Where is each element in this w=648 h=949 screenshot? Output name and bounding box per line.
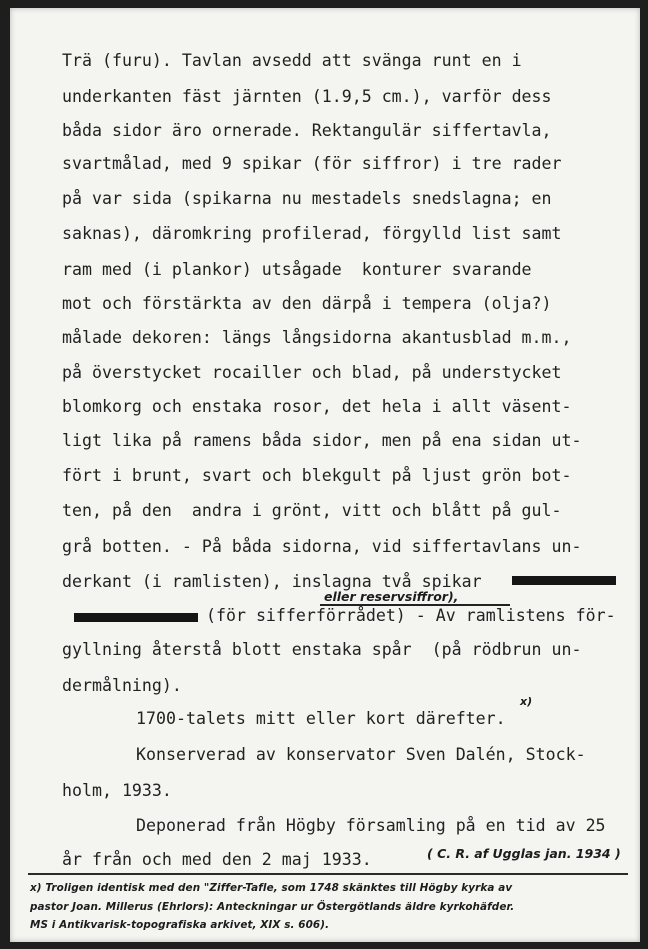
footnote-divider: [28, 873, 628, 875]
text-line: på var sida (spikarna nu mestadels snedslagna; en: [62, 189, 552, 208]
text-line: år från och med den 2 maj 1933.: [62, 850, 372, 869]
text-line: ram med (i plankor) utsågade konturer svarande: [62, 260, 532, 279]
footnote-line: x) Troligen identisk med den "Ziffer-Tafle, som 1748 skänktes till Högby kyrka av: [30, 882, 513, 894]
text-line: ten, på den andra i grönt, vitt och blått på gul-: [62, 501, 562, 520]
handwritten-signature: ( C. R. af Ugglas jan. 1934 ): [427, 846, 621, 861]
text-line: båda sidor äro ornerade. Rektangulär siffertavla,: [62, 121, 552, 140]
text-line: Deponerad från Högby församling på en tid av 25: [136, 816, 606, 835]
footnote-line: pastor Joan. Millerus (Ehrlors): Anteckningar ur Östergötlands äldre kyrkohäfder.: [30, 901, 515, 913]
text-line: målade dekoren: längs långsidorna akantusblad m.m.,: [62, 328, 572, 347]
footnote-marker: x): [520, 695, 533, 708]
footnote-line: MS i Antikvarisk-topografiska arkivet, XIX s. 606).: [30, 919, 330, 931]
struck-out-text: [512, 576, 616, 585]
dating-line: 1700-talets mitt eller kort därefter.: [136, 709, 506, 728]
text-line: mot och förstärkta av den därpå i tempera (olja?): [62, 294, 552, 313]
text-line: dermålning).: [62, 676, 182, 695]
text-line: grå botten. - På båda sidorna, vid siffertavlans un-: [62, 537, 582, 556]
text-line: holm, 1933.: [62, 781, 172, 800]
text-line: Konserverad av konservator Sven Dalén, Stock-: [136, 745, 586, 764]
text-line: saknas), däromkring profilerad, förgylld list samt: [62, 224, 562, 243]
text-line: Trä (furu). Tavlan avsedd att svänga runt en i: [62, 51, 522, 70]
text-line: underkanten fäst järnten (1.9,5 cm.), varför dess: [62, 87, 552, 106]
text-line: derkant (i ramlisten), inslagna två spikar: [62, 572, 482, 591]
text-line: på överstycket rocailler och blad, på understycket: [62, 363, 562, 382]
text-line: svartmålad, med 9 spikar (för siffror) i tre rader: [62, 154, 562, 173]
struck-out-text: [74, 613, 198, 622]
handwritten-insertion: eller reservsiffror),: [324, 589, 459, 604]
text-line: (för sifferförrådet) - Av ramlistens för-: [196, 606, 616, 625]
text-line: blomkorg och enstaka rosor, det hela i allt väsent-: [62, 397, 572, 416]
text-line: gyllning återstå blott enstaka spår (på rödbrun un-: [62, 640, 582, 659]
text-line: ligt lika på ramens båda sidor, men på ena sidan ut-: [62, 431, 582, 450]
text-line: fört i brunt, svart och blekgult på ljust grön bot-: [62, 466, 572, 485]
